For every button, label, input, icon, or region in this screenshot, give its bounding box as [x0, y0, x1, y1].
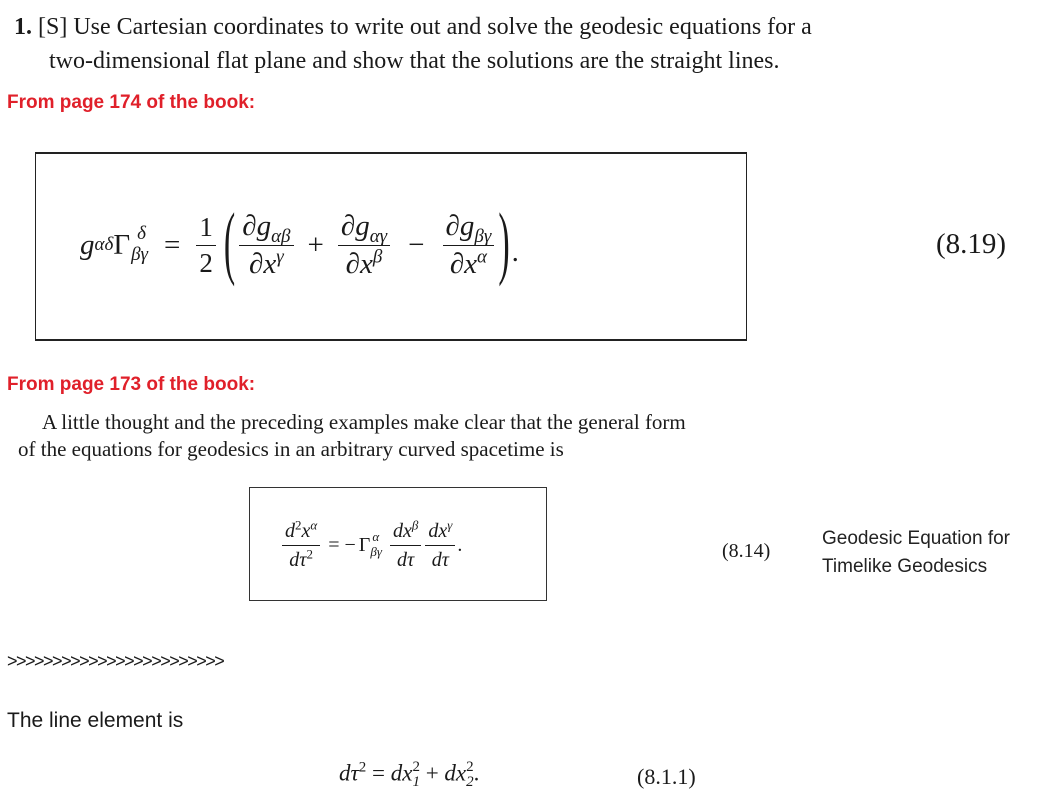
line-element-label: (8.1.1)	[637, 764, 696, 789]
eq819-f2-x: x	[360, 247, 373, 280]
le-dx2-sup: 2	[466, 759, 474, 775]
geodesic-note-line2: Timelike Geodesics	[822, 556, 988, 577]
eq814-lhs-x: x	[301, 519, 311, 542]
eq819-minus: −	[408, 228, 425, 261]
problem-tag: [S]	[38, 14, 68, 40]
eq819-f1-xsup: γ	[276, 245, 284, 267]
le-dx1: dx	[390, 760, 413, 786]
eq814-lhs-d: d	[285, 519, 295, 542]
eq819-lparen: (	[223, 199, 236, 289]
eq819-f3-d: ∂	[445, 209, 460, 242]
eq814-gamma-sub: βγ	[370, 544, 382, 559]
le-dx1-sup: 2	[412, 759, 420, 775]
eq819-g: g	[80, 228, 95, 261]
eq819-frac1	[239, 209, 293, 280]
eq819-half	[196, 211, 216, 278]
problem-number: 1.	[14, 14, 32, 40]
section2-para-line1: A little thought and the preceding examples make clear that the general form	[42, 410, 686, 434]
eq819-rparen: )	[498, 199, 510, 289]
eq814-frac2	[425, 516, 455, 571]
equation-8-19-label: (8.19)	[936, 228, 1007, 260]
eq819-f1-x: x	[263, 247, 277, 280]
section1-heading: From page 174 of the book:	[7, 92, 256, 113]
eq819-f2-xsup: β	[372, 245, 383, 267]
eq819-half-den: 2	[199, 247, 213, 278]
eq819-f3-gsub: βγ	[474, 225, 492, 247]
geodesic-note-line1: Geodesic Equation for	[822, 528, 1011, 549]
le-dtau: dτ	[339, 760, 359, 786]
le-dtau-2: 2	[358, 759, 367, 776]
eq814-lhs-2: 2	[295, 516, 302, 532]
eq814-f1-tau: τ	[407, 548, 415, 571]
divider-arrows: >>>>>>>>>>>>>>>>>>>>>>>>	[7, 651, 224, 671]
le-dx1-sub: 1	[412, 774, 420, 790]
eq814-gamma-sup: α	[372, 529, 380, 545]
eq819-f1-d: ∂	[242, 209, 257, 242]
eq814-f1-d2: d	[397, 548, 408, 571]
le-plus: +	[419, 760, 445, 786]
le-dot: .	[473, 760, 480, 786]
eq819-dot: .	[511, 235, 519, 268]
equation-8-14-label: (8.14)	[722, 540, 771, 562]
eq814-gamma: Γ	[358, 533, 371, 556]
eq814-f2-gamma: γ	[447, 516, 453, 532]
eq819-f3-xsup: α	[477, 245, 488, 267]
eq814-f1-d: d	[392, 519, 403, 542]
problem-text-1: Use Cartesian coordinates to write out and solve the geodesic equations for a	[73, 14, 812, 40]
eq819-gamma-sup: δ	[137, 223, 146, 245]
eq819-plus: +	[307, 228, 324, 261]
eq814-f1-x: x	[402, 519, 412, 542]
section2-paragraph	[18, 409, 686, 463]
section2-para-line2: of the equations for geodesics in an arbitrary curved spacetime is	[18, 437, 564, 461]
eq814-f2-d: d	[428, 519, 439, 542]
eq819-f3-x: x	[464, 247, 478, 280]
equation-8-19: g αδ Γ δ βγ = $\frac{1}{2}$ ( $\frac{\partial g_{\alpha\beta}}{\partial x^\gamma}$ + $\frac{\partial g_{\alpha\gamma}}{\partial x^\beta}$ − $\frac{\partial g_{\beta\gamma}}{\partial x^\alpha}$ ) .	[80, 180, 519, 310]
eq814-dot: .	[457, 533, 463, 556]
le-dx2-sub: 2	[466, 774, 474, 790]
le-eq: =	[366, 760, 391, 786]
le-dx2: dx	[444, 760, 467, 786]
problem-line-2: two-dimensional flat plane and show that the solutions are the straight lines.	[49, 48, 780, 74]
eq814-f2-d2: d	[431, 548, 442, 571]
eq819-frac2	[338, 209, 390, 280]
eq819-f2-d2: ∂	[345, 247, 361, 280]
eq814-f2-x: x	[438, 519, 448, 542]
eq819-f2-g: g	[355, 209, 370, 242]
eq819-f2-gsub: αγ	[369, 225, 388, 247]
section2-heading: From page 173 of the book:	[7, 374, 256, 395]
problem-line-1	[14, 10, 1038, 44]
eq814-equals: = −	[328, 533, 356, 556]
eq819-half-num: 1	[196, 214, 216, 246]
eq819-gamma: Γ	[113, 228, 131, 261]
eq814-lhs	[282, 516, 320, 571]
eq819-f1-gsub: αβ	[271, 225, 291, 247]
eq819-f3-d2: ∂	[449, 247, 465, 280]
eq819-f1-d2: ∂	[249, 247, 264, 280]
eq814-lhs-alpha: α	[310, 516, 318, 532]
eq819-frac3	[443, 209, 495, 280]
eq814-f1-beta: β	[411, 516, 419, 532]
line-element-text: The line element is	[7, 709, 184, 732]
eq819-f1-g: g	[256, 209, 272, 242]
eq814-lhs-tau2: 2	[306, 545, 313, 561]
eq814-frac1	[390, 516, 421, 571]
problem-statement	[14, 10, 1038, 78]
eq819-equals: =	[164, 228, 181, 261]
eq814-f2-tau: τ	[441, 548, 449, 571]
line-element-equation	[339, 760, 479, 790]
eq814-lhs-d2: d	[289, 548, 300, 571]
geodesic-note	[822, 525, 1010, 581]
equation-8-14	[282, 510, 462, 580]
eq814-lhs-tau: τ	[299, 548, 307, 571]
eq819-f3-g: g	[459, 209, 475, 242]
eq819-f2-d: ∂	[340, 209, 356, 242]
eq819-gamma-sub: βγ	[131, 244, 149, 265]
